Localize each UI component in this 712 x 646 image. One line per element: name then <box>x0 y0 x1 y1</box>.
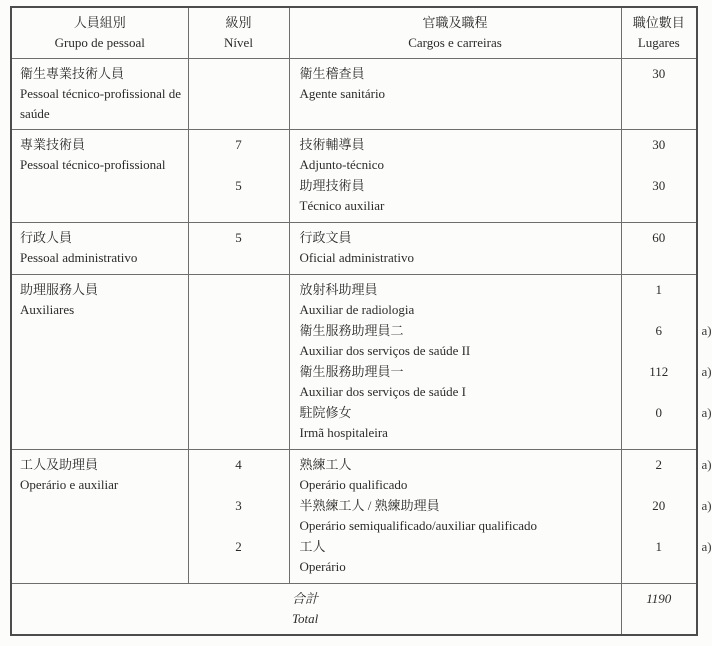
count-cell <box>621 223 697 275</box>
footnote-ref: a) <box>701 498 712 513</box>
level-value: 5 <box>235 178 242 193</box>
level-value: 4 <box>235 457 242 472</box>
group-name-cell <box>11 130 188 223</box>
career-name-zh: 技術輔導員 <box>299 137 365 152</box>
level-value: 3 <box>235 498 242 513</box>
position-count: 30 <box>652 66 666 81</box>
career-name-zh: 衛生服務助理員二 <box>299 323 404 338</box>
group-name-pt: Pessoal técnico-profissional de saúde <box>20 86 182 121</box>
career-name-zh: 放射科助理員 <box>299 282 378 297</box>
career-name-pt: Agente sanitário <box>299 86 386 101</box>
table-row-group-admin <box>11 223 697 275</box>
staff-establishment-table <box>10 6 712 636</box>
level-cell <box>188 450 289 584</box>
position-count: 60 <box>652 230 666 245</box>
career-name-pt: Operário qualificado <box>299 477 408 492</box>
career-name-zh: 駐院修女 <box>299 405 352 420</box>
header-lugares-zh: 職位數目 <box>632 15 685 30</box>
level-cell <box>188 223 289 275</box>
position-count: 1 <box>655 539 662 554</box>
career-entry <box>300 362 615 403</box>
career-entry <box>300 455 615 496</box>
header-level-zh: 級別 <box>225 15 252 30</box>
footnote-ref: a) <box>701 364 712 379</box>
position-count: 2 <box>655 457 662 472</box>
position-count: 30 <box>652 137 666 152</box>
level-cell <box>188 275 289 450</box>
career-entry <box>300 135 615 176</box>
header-careers-pt: Cargos e carreiras <box>408 35 502 50</box>
career-name-zh: 助理技術員 <box>299 178 365 193</box>
group-name-cell <box>11 450 188 584</box>
group-name-cell <box>11 275 188 450</box>
career-entry <box>300 228 615 269</box>
header-group-zh: 人員組別 <box>73 15 126 30</box>
career-name-zh: 行政文員 <box>299 230 352 245</box>
career-name-pt: Adjunto-técnico <box>299 157 384 172</box>
career-name-pt: Irmã hospitaleira <box>299 425 388 440</box>
position-count: 20 <box>652 498 666 513</box>
level-value: 2 <box>235 539 242 554</box>
table-row-group-tech <box>11 130 697 223</box>
header-lugares-pt: Lugares <box>637 35 680 50</box>
table-row-group-health-tech <box>11 59 697 130</box>
position-count: 0 <box>655 405 662 420</box>
header-careers-zh: 官職及職程 <box>422 15 488 30</box>
position-count: 6 <box>655 323 662 338</box>
position-count: 30 <box>652 178 666 193</box>
career-name-pt: Oficial administrativo <box>299 250 414 265</box>
count-cell <box>621 130 697 223</box>
position-count: 1 <box>655 282 662 297</box>
footnote-ref: a) <box>701 323 712 338</box>
total-label-zh: 合計 <box>292 591 319 606</box>
position-count: 112 <box>649 364 669 379</box>
career-name-pt: Operário <box>299 559 346 574</box>
career-name-pt: Operário semiqualificado/auxiliar qualificado <box>299 518 538 533</box>
header-cell-lugares <box>621 7 697 59</box>
group-name-zh: 行政人員 <box>20 230 73 245</box>
careers-cell <box>289 59 621 130</box>
level-cell <box>188 130 289 223</box>
total-label-pt: Total <box>292 611 319 626</box>
table-header-row <box>11 7 697 59</box>
group-name-pt: Operário e auxiliar <box>20 477 119 492</box>
level-value: 5 <box>235 230 242 245</box>
group-name-zh: 專業技術員 <box>20 137 86 152</box>
group-name-zh: 工人及助理員 <box>20 457 99 472</box>
group-name-zh: 助理服務人員 <box>20 282 99 297</box>
footnote-ref: a) <box>701 405 712 420</box>
career-entry <box>300 176 615 217</box>
career-name-zh: 工人 <box>299 539 326 554</box>
career-entry <box>300 403 615 444</box>
table-row-group-auxiliares <box>11 275 697 450</box>
career-entry <box>300 64 615 105</box>
header-cell-level <box>188 7 289 59</box>
career-entry <box>300 496 615 537</box>
table-row-total <box>11 584 697 636</box>
group-name-pt: Pessoal técnico-profissional <box>20 157 166 172</box>
group-name-cell <box>11 59 188 130</box>
level-cell <box>188 59 289 130</box>
career-entry <box>300 280 615 321</box>
career-entry <box>300 537 615 578</box>
career-entry <box>300 321 615 362</box>
career-name-zh: 衛生稽查員 <box>299 66 365 81</box>
count-cell <box>621 59 697 130</box>
career-name-zh: 熟練工人 <box>299 457 352 472</box>
group-name-zh: 衛生專業技術人員 <box>20 66 125 81</box>
footnote-ref: a) <box>701 457 712 472</box>
career-name-pt: Técnico auxiliar <box>299 198 385 213</box>
group-name-pt: Auxiliares <box>20 302 75 317</box>
total-count-cell <box>621 584 697 636</box>
header-level-pt: Nível <box>224 35 253 50</box>
group-name-cell <box>11 223 188 275</box>
header-cell-group <box>11 7 188 59</box>
careers-cell <box>289 130 621 223</box>
footnote-ref: a) <box>701 539 712 554</box>
careers-cell <box>289 275 621 450</box>
career-name-pt: Auxiliar dos serviços de saúde II <box>299 343 471 358</box>
header-cell-careers <box>289 7 621 59</box>
career-name-zh: 半熟練工人 / 熟練助理員 <box>299 498 440 513</box>
career-name-pt: Auxiliar de radiologia <box>299 302 415 317</box>
career-name-pt: Auxiliar dos serviços de saúde I <box>299 384 466 399</box>
total-label-cell <box>11 584 621 636</box>
count-cell <box>621 450 712 584</box>
career-name-zh: 衛生服務助理員一 <box>299 364 404 379</box>
group-name-pt: Pessoal administrativo <box>20 250 138 265</box>
total-count: 1190 <box>646 591 672 606</box>
careers-cell <box>289 223 621 275</box>
header-group-pt: Grupo de pessoal <box>54 35 145 50</box>
careers-cell <box>289 450 621 584</box>
level-value: 7 <box>235 137 242 152</box>
count-cell <box>621 275 712 450</box>
table-row-group-operario <box>11 450 697 584</box>
